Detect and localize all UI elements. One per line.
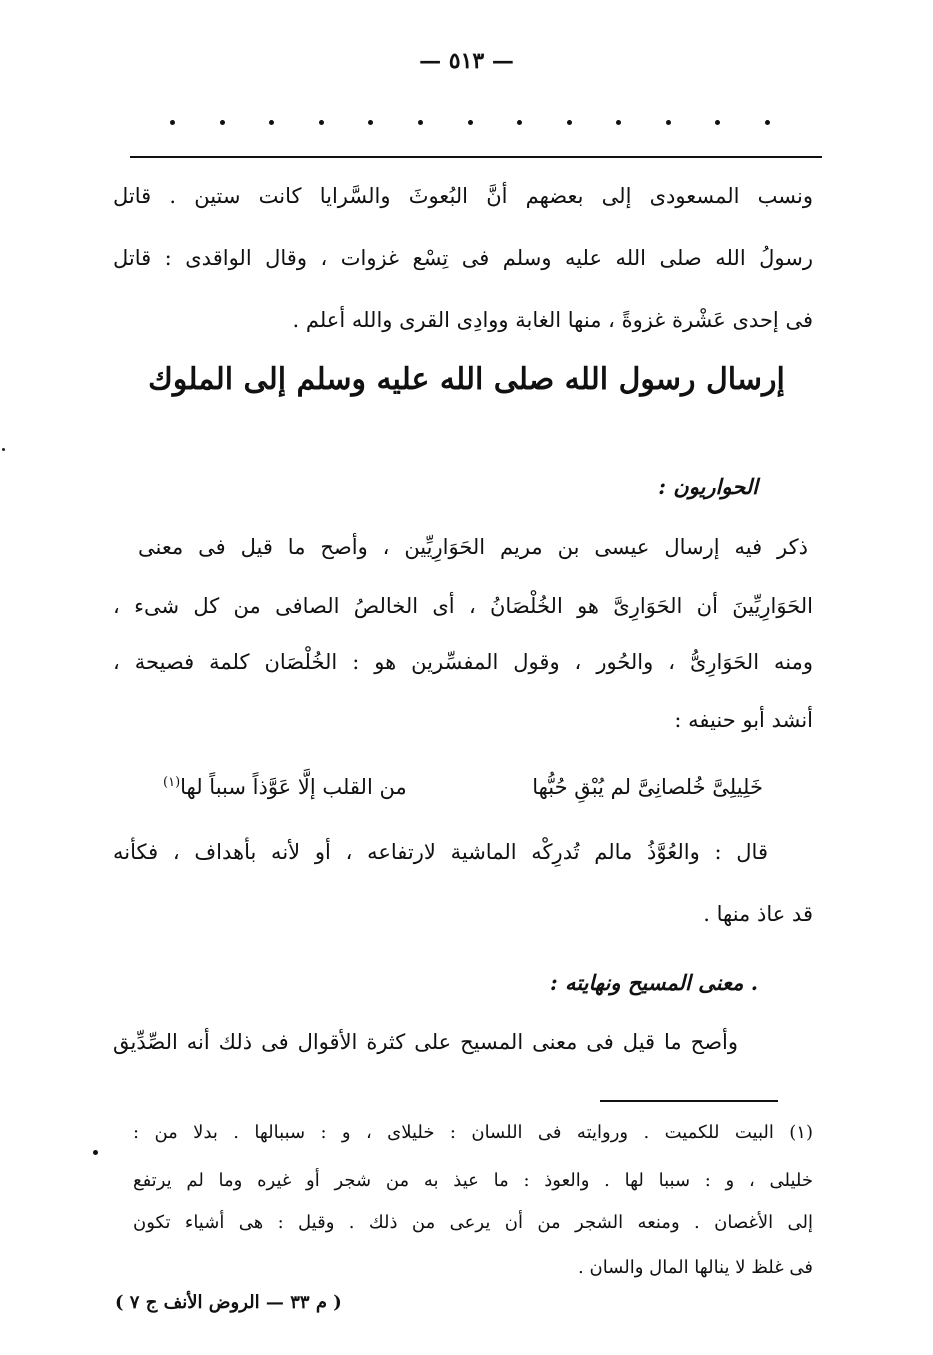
text-line: ومنه الحَوَارِىُّ ، والحُور ، وقول المفسِّرين هو : الخُلْصَان كلمة فصيحة ، [113,650,813,674]
dot-ornament [666,120,671,125]
subheading-maseeh: . معنى المسيح ونهايته : [549,970,758,995]
margin-speck [93,1150,98,1155]
text-line: الحَوَارِيِّينَ أن الحَوَارِىَّ هو الخُلْصَانُ ، أى الخالصُ الصافى من كل شىء ، [113,594,813,618]
dot-ornament [765,120,770,125]
dot-ornament [170,120,175,125]
dot-ornament [368,120,373,125]
text-line: أنشد أبو حنيفه : [674,708,813,732]
footnote-line: فى غلظ لا ينالها المال والسان . [578,1257,813,1278]
dot-ornament [616,120,621,125]
page-number: — ٥١٣ — [419,48,514,74]
poetry-verse [163,775,763,799]
dot-ornament [715,120,720,125]
text-line: قال : والعُوَّذُ مالم تُدرِكْه الماشية لارتفاعه ، أو لأنه بأهداف ، فكأنه [113,840,768,864]
footnote-line: إلى الأغصان . ومنعه الشجر من أن يرعى من ذلك . وقيل : هى أشياء تكون [133,1212,813,1233]
dot-ornament [220,120,225,125]
text-line: فى إحدى عَشْرة غزوةً ، منها الغابة ووادِى القرى والله أعلم . [292,308,813,332]
text-line: رسولُ الله صلى الله عليه وسلم فى تِسْع غزوات ، وقال الواقدى : قاتل [113,246,813,270]
text-line: وأصح ما قيل فى معنى المسيح على كثرة الأقوال فى ذلك أنه الصِّدِّيق [113,1030,738,1054]
footnote-divider [600,1100,778,1102]
top-divider [130,156,822,158]
dot-ornament [269,120,274,125]
footnote-marker: (١) [163,775,181,790]
text-line: ذكر فيه إرسال عيسى بن مريم الحَوَارِيِّين ، وأصح ما قيل فى معنى [138,535,808,559]
dot-ornament [468,120,473,125]
verse-left-hemistich: من القلب إلَّا عَوَّذاً سبباً لها [180,775,407,799]
footnote-line: (١) البيت للكميت . وروايته فى اللسان : خليلاى ، و : سببالها . بدلا من : [133,1122,813,1143]
margin-speck [2,448,5,451]
dot-ornament [418,120,423,125]
verse-right-hemistich: خَلِيلِىَّ خُلصانِىَّ لم يُبْقِ حُبُّها [532,775,763,799]
dot-ornament [319,120,324,125]
dot-ornament [517,120,522,125]
ornamental-dot-row [170,120,770,125]
signature-line: ( م ٣٣ — الروض الأنف ج ٧ ) [115,1292,342,1313]
section-heading: إرسال رسول الله صلى الله عليه وسلم إلى الملوك [148,362,785,397]
text-line: ونسب المسعودى إلى بعضهم أنَّ البُعوثَ والسَّرايا كانت ستين . قاتل [113,184,813,208]
subheading-hawariyyun: الحواريون : [658,474,758,499]
text-line: قد عاذ منها . [703,902,813,926]
verse-left-hemistich-wrap [163,775,407,799]
footnote-line: خليلى ، و : سببا لها . والعوذ : ما عيذ به من شجر أو غيره وما لم يرتفع [133,1170,813,1191]
dot-ornament [567,120,572,125]
